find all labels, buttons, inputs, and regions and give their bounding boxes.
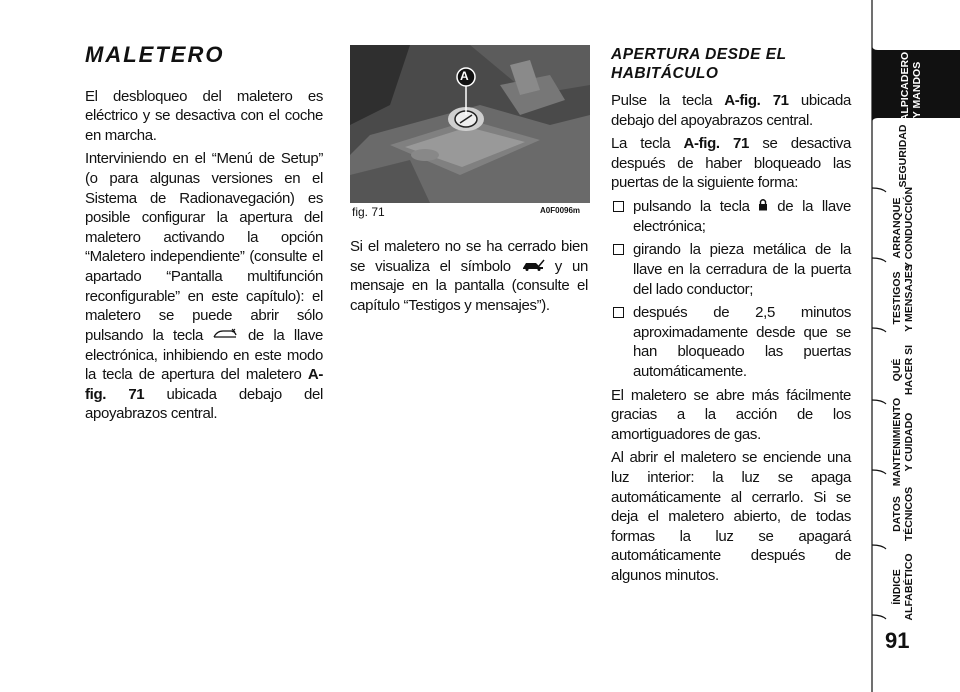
- tab-arranque[interactable]: ARRANQUE Y CONDUCCIÓN: [891, 186, 915, 270]
- paragraph-setup-text-c: ubicada debajo del apoyabrazos central.: [85, 385, 323, 423]
- text-fragment: girando la pieza metálica de la llave en la cerradura de la puerta del lado conductor;: [633, 241, 851, 298]
- tab-que-hacer[interactable]: QUÉ HACER SI: [891, 344, 915, 396]
- trunk-key-icon: [212, 326, 238, 346]
- tab-datos[interactable]: DATOS TÉCNICOS: [891, 486, 915, 542]
- figure-caption: fig. 71: [352, 205, 385, 219]
- list-item: [611, 197, 851, 236]
- chapter-sidebar: [868, 0, 960, 692]
- lock-icon: [758, 197, 768, 217]
- paragraph-setup: [85, 149, 323, 424]
- checkbox-bullet-icon: [613, 244, 624, 255]
- figure-reference: A-fig. 71: [85, 366, 324, 403]
- figure-reference: A-fig. 71: [724, 92, 789, 109]
- right-column: [611, 45, 851, 589]
- figure-code: A0F0096m: [540, 206, 581, 215]
- paragraph-press-button: [611, 91, 851, 130]
- checkbox-bullet-icon: [613, 201, 624, 212]
- middle-column: [350, 237, 588, 320]
- paragraph-deactivation: [611, 134, 851, 193]
- page-title: MALETERO: [85, 42, 225, 67]
- list-item: [611, 240, 851, 299]
- paragraph-setup-text-b: de la llave electrónica, inhibiendo en este modo la tecla de apertura del maletero: [85, 326, 323, 384]
- text-fragment: se desactiva después de haber bloqueado las puertas de la siguiente forma:: [611, 135, 851, 192]
- text-fragment: Pulse la tecla: [611, 92, 713, 109]
- checkbox-bullet-icon: [613, 307, 624, 318]
- paragraph-setup-text-a: Interviniendo en el “Menú de Setup” (o para algunas versiones en el Sistema de Radionavegación) es posible configurar la apertura del maletero activando la opción “Maletero independiente” (consulte el apartado “Pantalla multifunción reconfigurable” en este capítulo): el maletero se puede abrir sólo pulsando la tecla: [85, 150, 323, 344]
- text-fragment: de la llave electrónica;: [633, 197, 851, 235]
- text-fragment: ubicada debajo del apoyabrazos central.: [611, 92, 851, 129]
- tab-seguridad[interactable]: SEGURIDAD: [897, 124, 909, 188]
- paragraph-warning-text-a: Si el maletero no se ha cerrado bien se visualiza el símbolo: [350, 238, 588, 275]
- text-fragment: pulsando la tecla: [633, 197, 750, 215]
- text-fragment: La tecla: [611, 135, 671, 153]
- paragraph-gas-struts: El maletero se abre más fácilmente gracias a la acción de los amortiguadores de gas.: [611, 386, 851, 443]
- trunk-button-photo: [350, 45, 590, 203]
- paragraph-warning: [350, 237, 588, 316]
- paragraph-interior-light: Al abrir el maletero se enciende una luz interior: la luz se apaga automáticamente al cerrarlo. Si se deja el maletero abierto, de todas formas la luz se apagará automáticamente después de algunos minutos.: [611, 449, 851, 584]
- paragraph-warning-text-b: y un mensaje en la pantalla (consulte el capítulo “Testigos y mensajes”).: [350, 257, 588, 315]
- section-heading-line-1: APERTURA DESDE EL: [611, 46, 787, 63]
- tab-testigos[interactable]: TESTIGOS Y MENSAJES: [891, 264, 915, 332]
- section-heading: [611, 45, 851, 83]
- section-heading-line-2: HABITÁCULO: [611, 65, 719, 82]
- tab-indice[interactable]: ÍNDICE ALFABÉTICO: [891, 553, 915, 621]
- tab-mantenimiento[interactable]: MANTENIMIENTO Y CUIDADO: [891, 397, 915, 487]
- paragraph-unlock: El desbloqueo del maletero es eléctrico y se desactiva con el coche en marcha.: [85, 87, 323, 144]
- left-column: [85, 42, 324, 428]
- text-fragment: después de 2,5 minutos aproximadamente desde que se han bloqueado las puertas automáticamente.: [633, 304, 851, 380]
- figure-marker-a: A: [460, 69, 469, 83]
- open-trunk-warning-icon: [521, 257, 545, 277]
- list-item: [611, 303, 851, 381]
- tab-salpicadero[interactable]: SALPICADERO Y MANDOS: [899, 51, 923, 129]
- figure-reference: A-fig. 71: [683, 135, 750, 153]
- page-number: 91: [885, 628, 910, 653]
